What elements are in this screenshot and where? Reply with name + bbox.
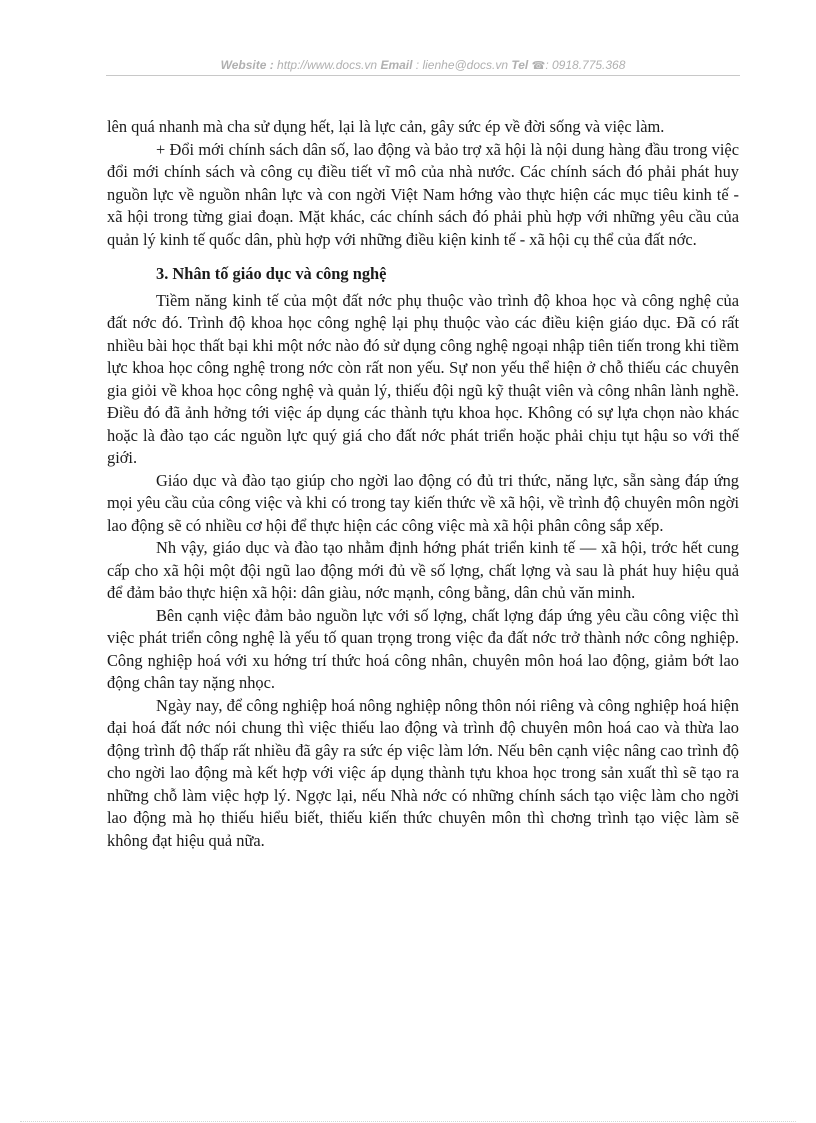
section-heading: 3. Nhân tố giáo dục và công nghệ: [156, 264, 387, 283]
tel-label: Tel: [511, 58, 529, 72]
paragraph-4: Giáo dục và đào tạo giúp cho ngời lao động có đủ tri thức, năng lực, sẵn sàng đáp ứng mọi yêu cầu của công việc và khi có trong tay kiến thức về xã hội, về trình độ chuyên môn ngời lao động sẽ có nhiều cơ hội để thực hiện các công việc mà xã hội phân công sắp xếp.: [107, 470, 739, 535]
telephone-icon: ☎: [531, 60, 546, 72]
header-divider: [106, 75, 740, 76]
website-label: Website :: [220, 58, 274, 72]
paragraph-6: Bên cạnh việc đảm bảo nguồn lực với số lợng, chất lợng đáp ứng yêu cầu công việc thì việc phát triển công nghệ là yếu tố quan trọng trong việc đa đất nớc trở thành nớc công nghiệp. Công nghiệp hoá với xu hớng trí thức hoá công nhân, chuyên môn hoá lao động, giảm bớt lao động chân tay nặng nhọc.: [107, 605, 739, 692]
paragraph-7: Ngày nay, để công nghiệp hoá nông nghiệp nông thôn nói riêng và công nghiệp hoá hiện đại hoá đất nớc nói chung thì việc thiếu lao động và trình độ chuyên môn hoá cao và thừa lao động trình độ thấp rất nhiều đã gây ra sức ép việc làm lớn. Nếu bên cạnh việc nâng cao trình độ cho ngời lao động mà kết hợp với việc áp dụng thành tựu khoa học trong sản xuất thì sẽ tạo ra những chỗ làm việc hợp lý. Ngợc lại, nếu Nhà nớc có những chính sách tạo việc làm cho ngời lao động mà họ thiếu hiểu biết, thiếu kiến thức chuyên môn thì chơng trình tạo việc làm sẽ không đạt hiệu quả nữa.: [107, 695, 739, 850]
paragraph-3: Tiềm năng kinh tế của một đất nớc phụ thuộc vào trình độ khoa học và công nghệ của đất nớc đó. Trình độ khoa học công nghệ lại phụ thuộc vào các điều kiện giáo dục. Đã có rất nhiều bài học thất bại khi một nớc nào đó sử dụng công nghệ ngoại nhập tiên tiến trong khi tiềm lực khoa học công nghệ trong nớc còn rất non yếu. Sự non yếu thể hiện ở chỗ thiếu các chuyên gia giỏi về khoa học công nghệ và quản lý, thiếu đội ngũ kỹ thuật viên và công nhân lành nghề. Điều đó đã ảnh hởng tới việc áp dụng các thành tựu khoa học. Không có sự lựa chọn nào khác hoặc là đào tạo các nguồn lực quý giá cho đất nớc phát triển hoặc phải chịu tụt hậu so với thế giới.: [107, 290, 739, 467]
email-label: Email: [380, 58, 413, 72]
paragraph-5: Nh vậy, giáo dục và đào tạo nhằm định hớng phát triển kinh tế — xã hội, trớc hết cung cấp cho xã hội một đội ngũ lao động mới đủ về số lợng, chất lợng và sau là phát huy hiệu quả để đảm bảo thực hiện xã hội: dân giàu, nớc mạnh, công bằng, dân chủ văn minh.: [107, 538, 739, 602]
page-bottom-border: [20, 1121, 796, 1122]
page-header: [106, 58, 740, 72]
tel-value: : 0918.775.368: [545, 58, 626, 72]
paragraph-1: lên quá nhanh mà cha sử dụng hết, lại là lực cản, gây sức ép về đời sống và việc làm.: [107, 117, 665, 136]
website-value[interactable]: http://www.docs.vn: [277, 58, 378, 72]
paragraph-2: + Đổi mới chính sách dân số, lao động và bảo trợ xã hội là nội dung hàng đầu trong việc đổi mới chính sách và công cụ điều tiết vĩ mô của nhà nước. Các chính sách đó phải phát huy nguồn lực về nguồn nhân lực và con ngời Việt Nam hớng vào thực hiện các mục tiêu kinh tế - xã hội trong từng giai đoạn. Mặt khác, các chính sách đó phải phù hợp với những yêu cầu của quản lý kinh tế quốc dân, phù hợp với những điều kiện kinh tế - xã hội cụ thể của đất nớc.: [107, 139, 739, 249]
email-value[interactable]: : lienhe@docs.vn: [415, 58, 509, 72]
document-body: [107, 116, 739, 852]
